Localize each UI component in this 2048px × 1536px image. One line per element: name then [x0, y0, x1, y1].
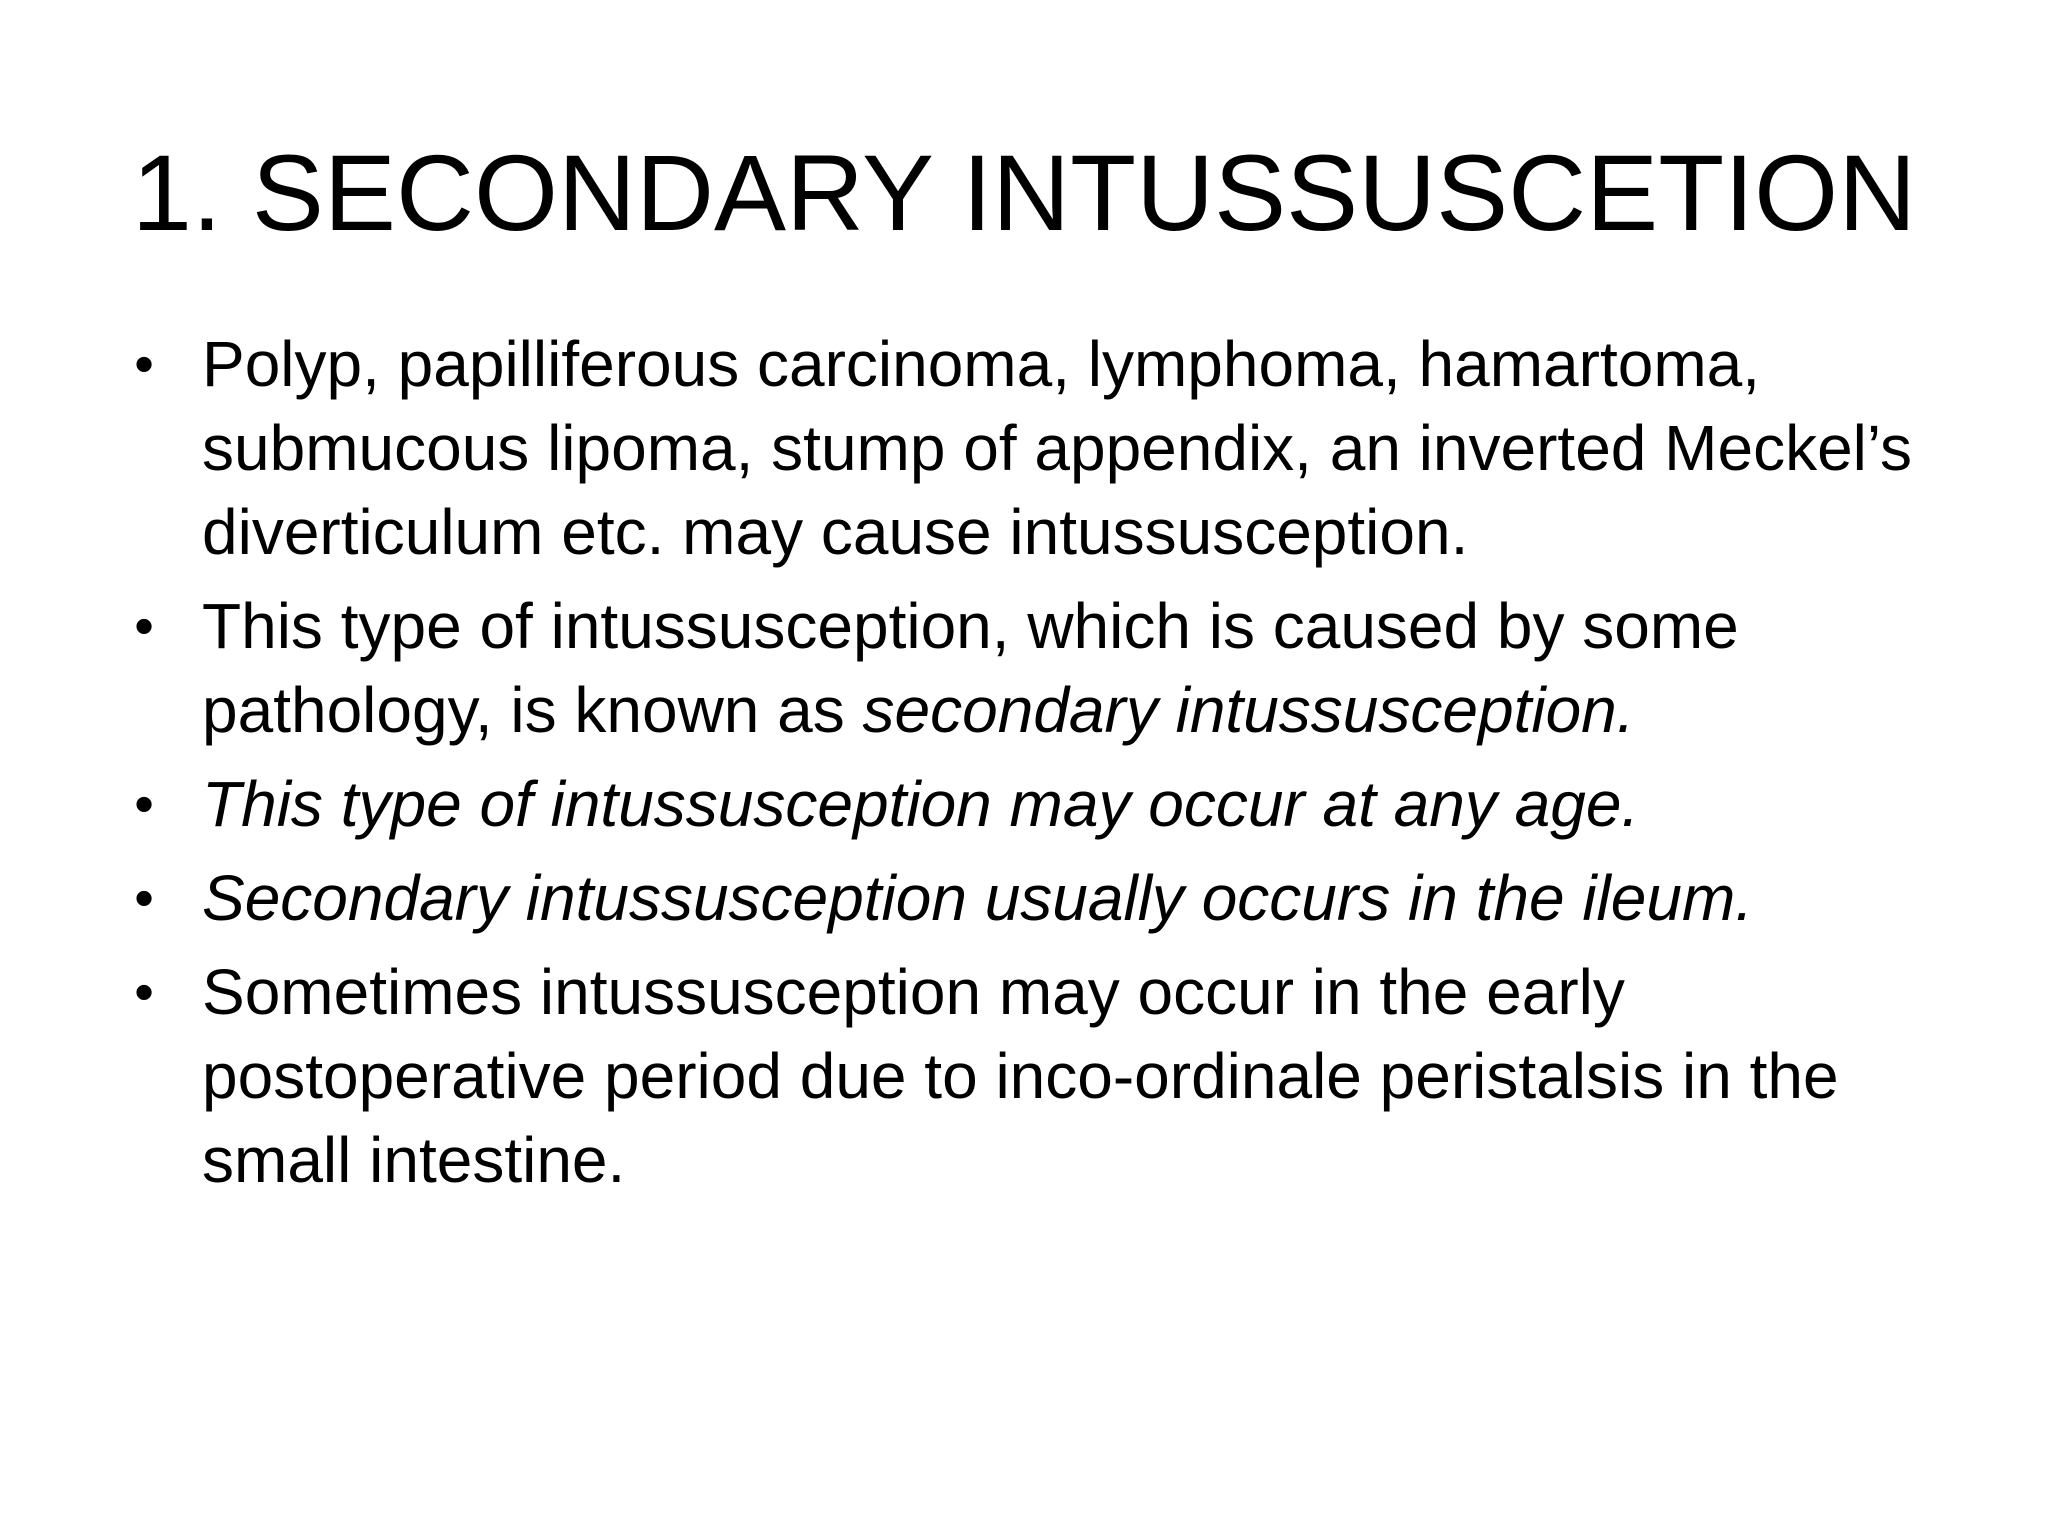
bullet-icon: • — [134, 960, 154, 1023]
bullet-text: Polyp, papilliferous carcinoma, lymphoma, hamartoma, submucous lipoma, stump of appendix, an inverted Meckel’s diverticulum etc. may cause intussusception. — [202, 328, 1912, 568]
bullet-icon: • — [134, 866, 154, 929]
list-item — [124, 322, 1984, 574]
bullet-text-normal: This type of intussusception, which is caused by some pathology, is known as — [202, 590, 1739, 746]
list-item — [124, 950, 1984, 1202]
bullet-text: This type of intussusception may occur at any age. — [202, 768, 1640, 840]
bullet-text — [202, 584, 1984, 752]
bullet-icon: • — [134, 332, 154, 395]
bullet-text-italic: secondary intussusception. — [862, 674, 1635, 746]
bullet-icon: • — [134, 594, 154, 657]
bullet-list — [124, 322, 1984, 1212]
list-item — [124, 762, 1984, 846]
list-item — [124, 584, 1984, 752]
list-item — [124, 856, 1984, 940]
slide-title: 1. SECONDARY INTUSSUSCETION — [131, 132, 1917, 253]
bullet-text: Sometimes intussusception may occur in the early postoperative period due to inco-ordinale peristalsis in the small intestine. — [202, 956, 1839, 1196]
bullet-text: Secondary intussusception usually occurs in the ileum. — [202, 862, 1754, 934]
bullet-icon: • — [134, 772, 154, 835]
